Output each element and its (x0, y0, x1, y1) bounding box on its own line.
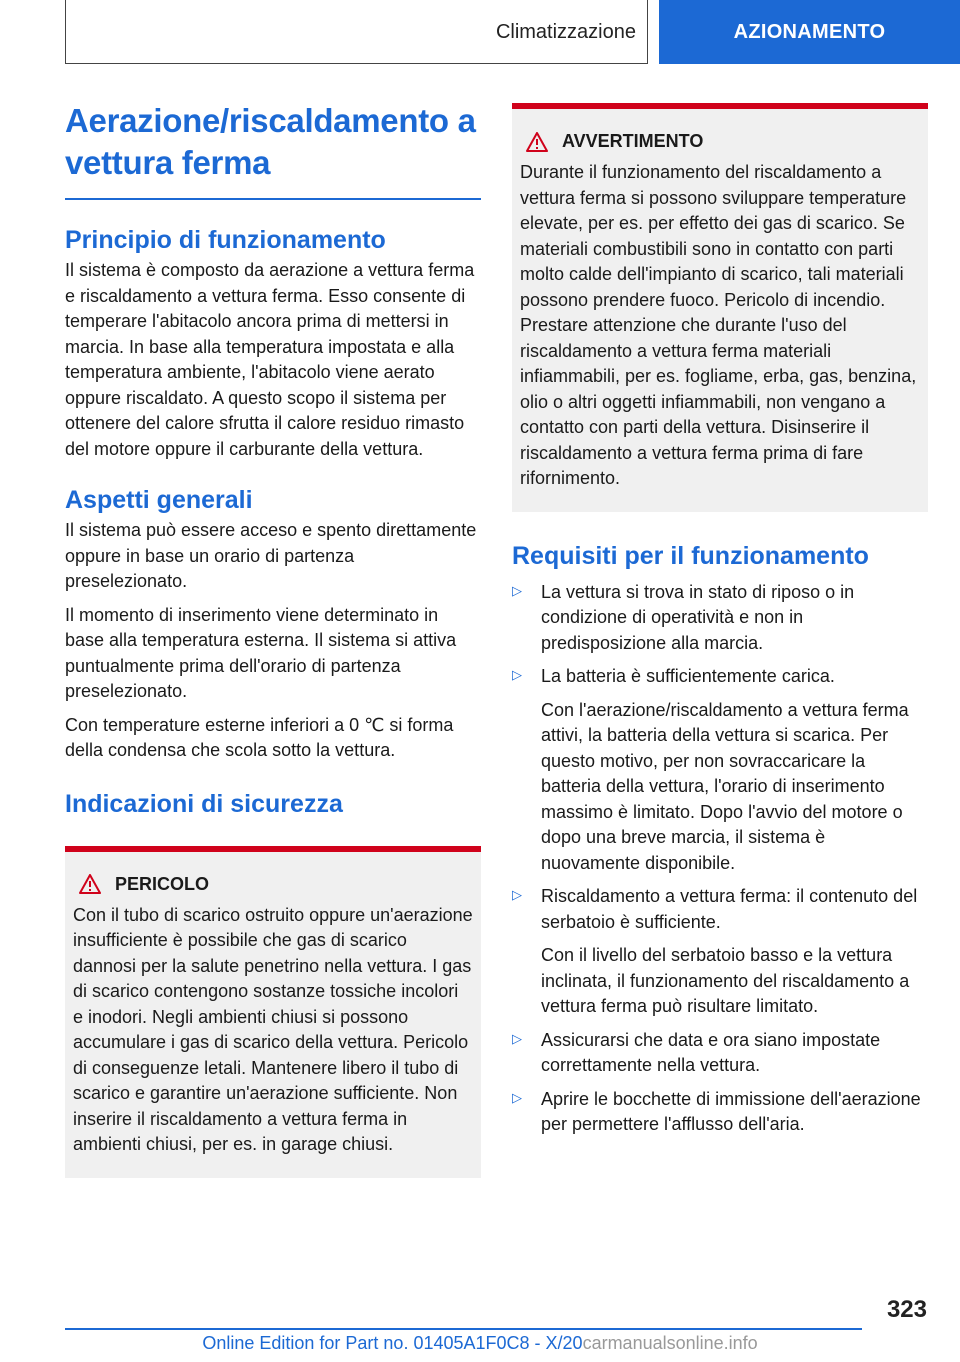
list-item-text: Riscaldamento a vettura ferma: il contenuto del serbatoio è sufficiente. (541, 886, 918, 932)
list-item (512, 580, 928, 657)
danger-text: Con il tubo di scarico ostruito oppure un'aerazione insufficiente è possibile che gas di scarico dannosi per la salute penetrino nella vettura. I gas di scarico contengono sostanze tossiche incolori e inodori. Negli ambienti chiusi si possono accumulare i gas di scarico della vettura. Pericolo di conseguenze letali. Mantenere libero il tubo di scarico e garantire un'aerazione sufficiente. Non inserire il riscaldamento a vettura ferma in ambienti chiusi, per es. in garage chiusi. (73, 904, 473, 1154)
heading-requisiti: Requisiti per il funzionamento (512, 541, 869, 570)
heading-sicurezza: Indicazioni di sicurezza (65, 789, 343, 818)
header-section-title: Climatizzazione (495, 20, 636, 43)
list-item (512, 884, 928, 1020)
warning-title (526, 131, 920, 152)
right-column (512, 103, 928, 1138)
heading-aspetti: Aspetti generali (65, 486, 253, 514)
list-item (512, 1028, 928, 1079)
principio-text: Il sistema è composto da aerazione a vettura ferma e riscaldamento a vettura ferma. Esso consente di temperare l'abitacolo ancora prima di mettersi in marcia. In base alla temperatura impostata e alla temperatura ambiente, l'abitacolo viene aerato oppure riscaldato. A questo scopo il sistema per ottenere del calore sfrutta il calore residuo rimasto del motore oppure il carburante della vettura. (65, 260, 475, 459)
danger-label: PERICOLO (115, 873, 210, 894)
danger-box (65, 846, 481, 1178)
warning-label: AVVERTIMENTO (562, 131, 704, 151)
danger-title (79, 874, 473, 895)
list-item-text: Assicurarsi che data e ora siano impostate correttamente nella vettura. (541, 1029, 881, 1075)
list-item-text: Aprire le bocchette di immissione dell'aerazione per permettere l'afflusso dell'aria. (541, 1088, 921, 1134)
left-column (65, 100, 481, 1178)
list-item-subtext: Con l'aerazione/riscaldamento a vettura ferma attivi, la batteria della vettura si scarica. Per questo motivo, per non sovraccaricare la batteria della vettura, l'orario di inserimento massimo è limitato. Dopo l'avvio del motore o dopo una breve marcia, il sistema è nuovamente disponibile. (541, 699, 909, 873)
heading-principio: Principio di funzionamento (65, 226, 386, 254)
footer-rule (65, 1328, 862, 1330)
warning-text: Durante il funzionamento del riscaldamento a vettura ferma si possono sviluppare temperature elevate, per es. per effetto dei gas di scarico. Se materiali combustibili sono in contatto con parti molto calde dell'impianto di scarico, tali materiali possono prendere fuoco. Pericolo di incendio. Prestare attenzione che durante l'uso del riscaldamento a vettura ferma materiali infiammabili, per es. fogliame, erba, gas, benzina, olio o altri oggetti infiammabili, non vengano a contatto con parti della vettura. Disinserire il riscaldamento a vettura ferma prima di fare rifornimento. (520, 162, 917, 488)
edition-text: Online Edition for Part no. 01405A1F0C8 - X/20 (202, 1333, 583, 1353)
list-item-subtext: Con il livello del serbatoio basso e la vettura inclinata, il funzionamento del riscaldamento a vettura ferma può risultare limitato. (541, 945, 910, 1016)
list-item (512, 664, 928, 876)
warning-triangle-icon (79, 874, 101, 894)
watermark-text: carmanualsonline.info (582, 1333, 758, 1353)
aspetti-paragraph-2: Il momento di inserimento viene determinato in base alla temperatura esterna. Il sistema si attiva puntualmente prima dell'orario di partenza preselezionato. (65, 604, 457, 701)
aspetti-paragraph-1: Il sistema può essere acceso e spento direttamente oppure in base un orario di partenza preselezionato. (65, 520, 477, 591)
bullet-triangle-icon: ▷ (512, 1089, 522, 1105)
bullet-triangle-icon: ▷ (512, 1030, 522, 1046)
requisiti-list (512, 580, 928, 1138)
bullet-triangle-icon: ▷ (512, 582, 522, 598)
footer-edition (0, 1333, 960, 1354)
list-item-text: La vettura si trova in stato di riposo o in condizione di operatività e non in predisposizione alla marcia. (541, 581, 855, 653)
bullet-triangle-icon: ▷ (512, 887, 522, 902)
page-title: Aerazione/riscaldamento a vettura ferma (65, 100, 481, 200)
aspetti-paragraph-3: Con temperature esterne inferiori a 0 ℃ si forma della condensa che scola sotto la vettura. (65, 714, 454, 760)
list-item (512, 1087, 928, 1138)
warning-triangle-icon (526, 132, 548, 152)
list-item-text: La batteria è sufficientemente carica. (541, 666, 835, 686)
warning-box (512, 103, 928, 512)
header-chapter-tab[interactable]: AZIONAMENTO (659, 0, 960, 64)
bullet-triangle-icon: ▷ (512, 667, 522, 682)
page-number: 323 (886, 1296, 927, 1323)
